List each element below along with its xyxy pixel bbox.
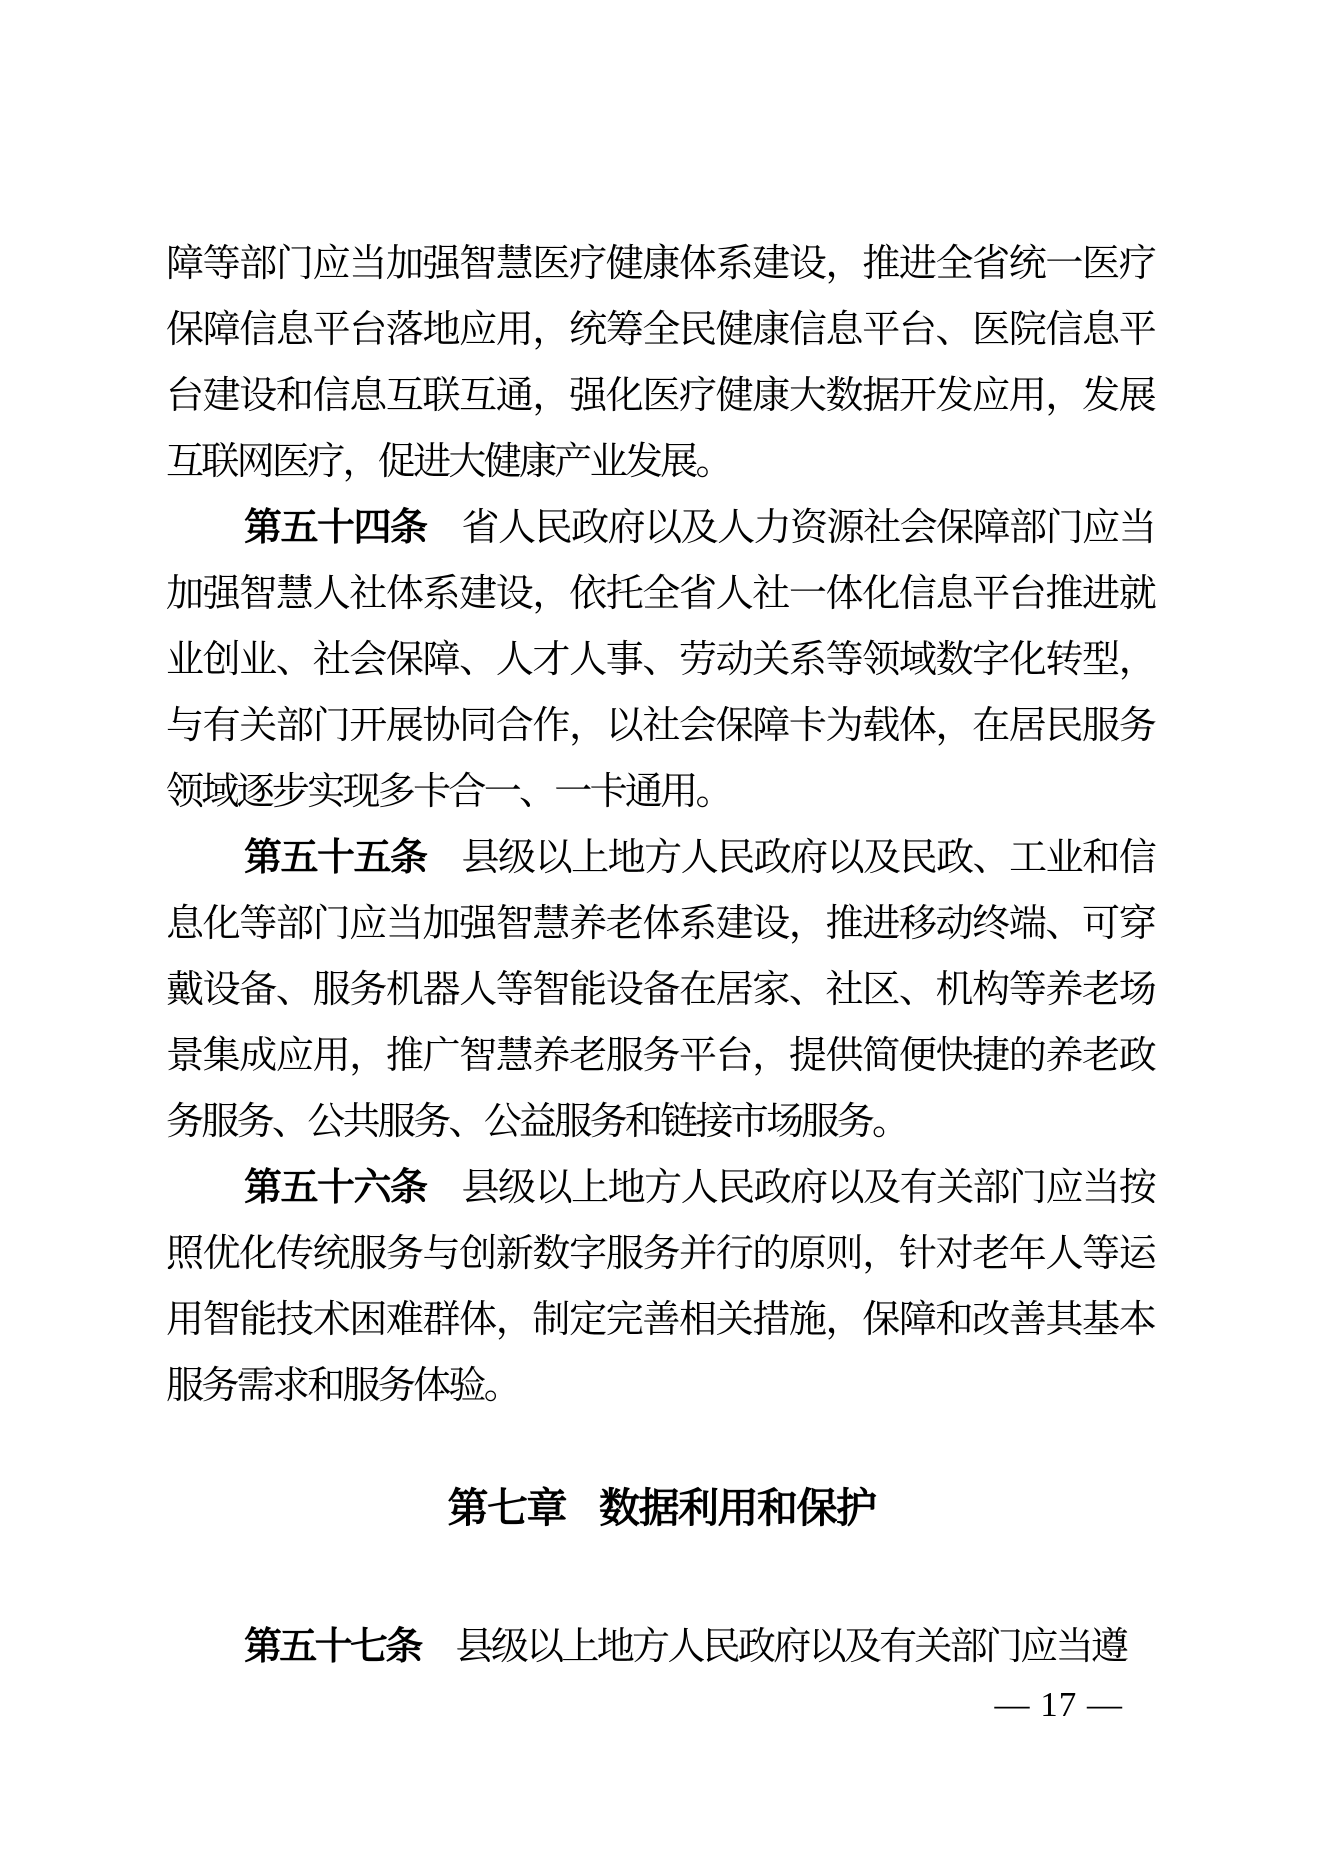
paragraph-article-54 [166, 495, 1154, 825]
continued-text [166, 1614, 1154, 1680]
paragraph-continuation [166, 231, 1154, 495]
page-number: — 17 — [994, 1685, 1123, 1724]
paragraph-text: 省人民政府以及人力资源社会保障部门应当加强智慧人社体系建设，依托全省人社一体化信息平台推进就业创业、社会保障、人才人事、劳动关系等领域数字化转型，与有关部门开展协同合作，以社会保障卡为载体，在居民服务领域逐步实现多卡合一、一卡通用。 [166, 507, 1154, 813]
chapter-number: 第七章 [447, 1485, 566, 1531]
article-55-term: 第五十五条 [244, 837, 427, 879]
article-57-term: 第五十七条 [244, 1626, 421, 1668]
paragraph-text: 县级以上地方人民政府以及有关部门应当按照优化传统服务与创新数字服务并行的原则，针对老年人等运用智能技术困难群体，制定完善相关措施，保障和改善其基本服务需求和服务体验。 [166, 1167, 1154, 1407]
chapter-title: 数据利用和保护 [599, 1485, 876, 1531]
chapter-heading [0, 1484, 1323, 1532]
paragraph-article-56 [166, 1155, 1154, 1419]
body-text [166, 231, 1154, 1419]
paragraph-text: 障等部门应当加强智慧医疗健康体系建设，推进全省统一医疗保障信息平台落地应用，统筹全民健康信息平台、医院信息平台建设和信息互联互通，强化医疗健康大数据开发应用，发展互联网医疗，促进大健康产业发展。 [166, 243, 1154, 483]
paragraph-article-55 [166, 825, 1154, 1155]
article-54-term: 第五十四条 [244, 507, 427, 549]
article-56-term: 第五十六条 [244, 1167, 427, 1209]
paragraph-article-57 [166, 1614, 1154, 1680]
paragraph-text: 县级以上地方人民政府以及民政、工业和信息化等部门应当加强智慧养老体系建设，推进移动终端、可穿戴设备、服务机器人等智能设备在居家、社区、机构等养老场景集成应用，推广智慧养老服务平台，提供简便快捷的养老政务服务、公共服务、公益服务和链接市场服务。 [166, 837, 1154, 1143]
paragraph-text: 县级以上地方人民政府以及有关部门应当遵 [455, 1626, 1127, 1668]
